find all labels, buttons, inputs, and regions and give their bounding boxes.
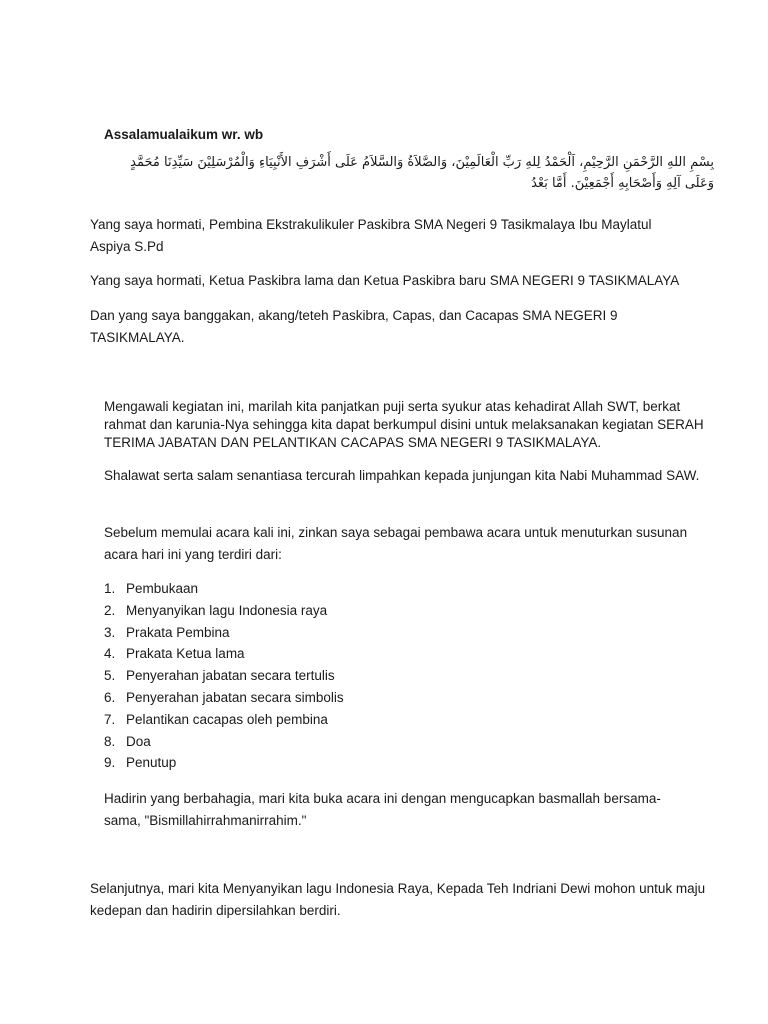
agenda-item-number: 5. [104, 668, 116, 684]
honorific-paragraph-2: Yang saya hormati, Ketua Paskibra lama dan Ketua Paskibra baru SMA NEGERI 9 TASIKMALAYA [90, 273, 680, 288]
agenda-item-label: Penutup [126, 755, 177, 771]
agenda-item-label: Prakata Ketua lama [126, 646, 245, 662]
agenda-item-number: 6. [104, 689, 116, 705]
agenda-item-number: 9. [104, 755, 116, 771]
arabic-opening-text: بِسْمِ اللهِ الرَّحْمَنِ الرَّحِيْمِ، اَلْحَمْدُ لِلهِ رَبِّ الْعَالَمِيْنَ، وَالصَّلاَةُ وَالسَّلاَمُ عَلَى أَشْرَفِ الأَنْبِيَاءِ وَالْمُرْسَلِيْنَ سَيِّدِنَا مُحَمَّدٍ وَعَلَى آلِهِ وَأَصْحَابِهِ أَجْمَعِيْنَ. أَمَّا بَعْدُ [130, 155, 714, 191]
agenda-item-number: 4. [104, 646, 116, 662]
basmallah-paragraph: Hadirin yang berbahagia, mari kita buka acara ini dengan mengucapkan basmallah bersama-sama, "Bismillahirrahmanirrahim." [104, 791, 661, 828]
honorific-paragraph-1: Yang saya hormati, Pembina Ekstrakulikuler Paskibra SMA Negeri 9 Tasikmalaya Ibu Maylatul Aspiya S.Pd [90, 217, 652, 254]
agenda-item-number: 8. [104, 733, 116, 749]
agenda-item-label: Pelantikan cacapas oleh pembina [126, 711, 328, 727]
greeting-heading: Assalamualaikum wr. wb [104, 127, 264, 142]
agenda-list [104, 578, 344, 774]
agenda-item-label: Penyerahan jabatan secara tertulis [126, 668, 335, 684]
agenda-item [104, 752, 344, 774]
agenda-item [104, 687, 344, 709]
opening-paragraph: Mengawali kegiatan ini, marilah kita panjatkan puji serta syukur atas kehadirat Allah SWT, berkat rahmat dan karunia-Nya sehingga kita dapat berkumpul disini untuk melaksanakan kegiatan SERAH TERIMA JABATAN DAN PELANTIKAN CACAPAS SMA NEGERI 9 TASIKMALAYA. [104, 399, 704, 450]
agenda-item [104, 665, 344, 687]
honorific-paragraph-3: Dan yang saya banggakan, akang/teteh Paskibra, Capas, dan Cacapas SMA NEGERI 9 TASIKMALAYA. [90, 308, 618, 345]
agenda-item-number: 7. [104, 711, 116, 727]
agenda-item [104, 731, 344, 753]
shalawat-paragraph: Shalawat serta salam senantiasa tercurah limpahkan kepada junjungan kita Nabi Muhammad SAW. [104, 468, 700, 483]
agenda-item-number: 3. [104, 624, 116, 640]
agenda-item-label: Prakata Pembina [126, 624, 230, 640]
agenda-item [104, 578, 344, 600]
next-agenda-paragraph: Selanjutnya, mari kita Menyanyikan lagu Indonesia Raya, Kepada Teh Indriani Dewi mohon untuk maju kedepan dan hadirin dipersilahkan berdiri. [90, 881, 706, 918]
agenda-item-label: Doa [126, 733, 151, 749]
agenda-item-label: Menyanyikan lagu Indonesia raya [126, 602, 328, 618]
agenda-item [104, 622, 344, 644]
agenda-item-label: Pembukaan [126, 581, 199, 596]
agenda-item-number: 2. [104, 602, 116, 618]
agenda-item [104, 643, 344, 665]
agenda-item-label: Penyerahan jabatan secara simbolis [126, 689, 344, 705]
agenda-intro-paragraph: Sebelum memulai acara kali ini, zinkan saya sebagai pembawa acara untuk menuturkan susunan acara hari ini yang terdiri dari: [104, 525, 688, 562]
agenda-item [104, 600, 344, 622]
agenda-item-number: 1. [104, 581, 116, 596]
agenda-item [104, 709, 344, 731]
